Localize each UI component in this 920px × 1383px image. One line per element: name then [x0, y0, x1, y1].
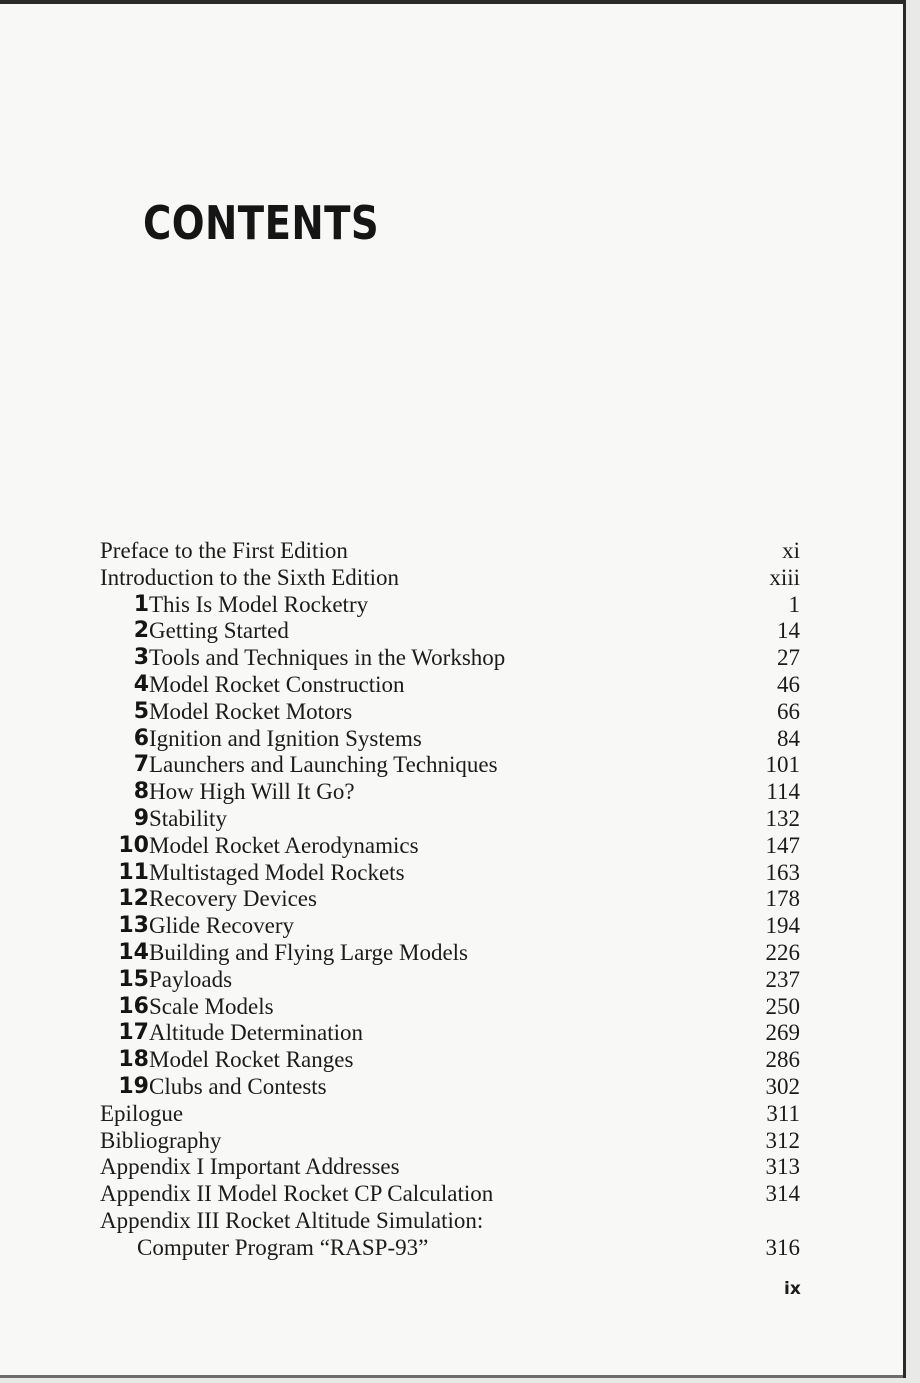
toc-chapter-entry	[100, 699, 804, 726]
toc-entry	[100, 565, 804, 592]
toc-page-number: 101	[765, 752, 800, 778]
chapter-number: 19	[118, 1073, 149, 1099]
toc-page-number: 311	[766, 1100, 800, 1126]
toc-chapter-entry	[100, 860, 804, 887]
chapter-title: Model Rocket Ranges	[149, 1047, 354, 1073]
toc-chapter-entry	[100, 940, 804, 967]
toc-entry	[100, 1208, 804, 1262]
toc-page-number: 84	[777, 725, 800, 751]
chapter-title: Getting Started	[149, 618, 289, 644]
toc-chapter-entry	[100, 806, 804, 833]
chapter-number: 9	[133, 805, 149, 831]
chapter-title: Launchers and Launching Techniques	[149, 752, 498, 778]
chapter-title: Stability	[149, 805, 227, 831]
toc-chapter-entry	[100, 1074, 804, 1101]
toc-page-number: 316	[765, 1234, 800, 1260]
toc-page-number: 269	[765, 1020, 800, 1046]
toc-entry	[100, 538, 804, 565]
toc-chapter-entry	[100, 1020, 804, 1047]
chapter-title: Model Rocket Construction	[149, 671, 405, 697]
toc-entry	[100, 1128, 804, 1155]
toc-chapter-entry	[100, 592, 804, 619]
toc-entry	[100, 1101, 804, 1128]
toc-entry-title: Bibliography	[100, 1127, 222, 1153]
toc-page-number: 114	[766, 779, 800, 805]
chapter-number: 2	[133, 618, 149, 644]
chapter-title: Building and Flying Large Models	[149, 939, 469, 965]
toc-chapter-entry	[100, 1047, 804, 1074]
toc-entry-title: Appendix III Rocket Altitude Simulation:	[100, 1207, 484, 1233]
page-folio: ix	[784, 1279, 801, 1299]
toc-page-number: 250	[765, 993, 800, 1019]
chapter-title: Glide Recovery	[149, 913, 294, 939]
toc-page-number: 312	[765, 1127, 800, 1153]
toc-chapter-entry	[100, 672, 804, 699]
chapter-number: 11	[118, 859, 149, 885]
chapter-number: 12	[118, 886, 149, 912]
toc-entry-subtitle: Computer Program “RASP-93”	[137, 1234, 429, 1260]
chapter-number: 6	[133, 725, 149, 751]
toc-chapter-entry	[100, 994, 804, 1021]
toc-page-number: 163	[765, 859, 800, 885]
toc-chapter-entry	[100, 618, 804, 645]
chapter-number: 16	[118, 993, 149, 1019]
chapter-number: 3	[133, 645, 149, 671]
chapter-title: Recovery Devices	[149, 886, 317, 912]
toc-page-number: 302	[765, 1073, 800, 1099]
chapter-number: 4	[133, 671, 149, 697]
toc-entry	[100, 1181, 804, 1208]
toc-chapter-entry	[100, 779, 804, 806]
chapter-number: 18	[118, 1047, 149, 1073]
toc-page-number: 226	[765, 939, 800, 965]
toc-entry-title: Appendix I Important Addresses	[100, 1154, 400, 1180]
toc-entry-title: Appendix II Model Rocket CP Calculation	[100, 1181, 494, 1207]
chapter-number: 1	[133, 591, 149, 617]
toc-page-number: xi	[782, 538, 800, 563]
chapter-number: 17	[118, 1020, 149, 1046]
chapter-number: 13	[118, 913, 149, 939]
toc-page-number: 314	[765, 1181, 800, 1207]
chapter-number: 15	[118, 966, 149, 992]
chapter-title: Ignition and Ignition Systems	[149, 725, 422, 751]
page-title: CONTENTS	[143, 196, 380, 250]
toc-chapter-entry	[100, 645, 804, 672]
toc-chapter-entry	[100, 886, 804, 913]
toc-chapter-entry	[100, 726, 804, 753]
toc-page-number: xiii	[769, 564, 800, 590]
chapter-number: 7	[133, 752, 149, 778]
toc-chapter-entry	[100, 967, 804, 994]
toc-page-number: 286	[765, 1047, 800, 1073]
chapter-title: Model Rocket Aerodynamics	[149, 832, 419, 858]
chapter-title: Clubs and Contests	[149, 1073, 327, 1099]
toc-page-number: 313	[765, 1154, 800, 1180]
toc-page-number: 194	[765, 913, 800, 939]
toc-entry-title: Epilogue	[100, 1100, 184, 1126]
toc-entry	[100, 1154, 804, 1181]
chapter-title: Multistaged Model Rockets	[149, 859, 405, 885]
chapter-number: 5	[133, 698, 149, 724]
toc-entry-title: Preface to the First Edition	[100, 538, 348, 563]
table-of-contents	[100, 538, 804, 1262]
toc-page-number: 178	[765, 886, 800, 912]
toc-page-number: 27	[777, 645, 800, 671]
toc-chapter-entry	[100, 833, 804, 860]
toc-chapter-entry	[100, 913, 804, 940]
chapter-title: Scale Models	[149, 993, 274, 1019]
toc-page-number: 46	[777, 671, 800, 697]
chapter-number: 8	[133, 779, 149, 805]
chapter-title: Altitude Determination	[149, 1020, 363, 1046]
toc-page-number: 66	[777, 698, 800, 724]
toc-page-number: 237	[765, 966, 800, 992]
chapter-title: Model Rocket Motors	[149, 698, 353, 724]
toc-page-number: 14	[777, 618, 800, 644]
toc-entry-title: Introduction to the Sixth Edition	[100, 564, 399, 590]
chapter-title: Tools and Techniques in the Workshop	[149, 645, 506, 671]
chapter-title: Payloads	[149, 966, 233, 992]
chapter-title: How High Will It Go?	[149, 779, 355, 805]
toc-page-number: 1	[788, 591, 800, 617]
toc-page-number: 132	[765, 805, 800, 831]
toc-chapter-entry	[100, 752, 804, 779]
toc-page-number: 147	[765, 832, 800, 858]
chapter-title: This Is Model Rocketry	[149, 591, 369, 617]
chapter-number: 14	[118, 939, 149, 965]
chapter-number: 10	[118, 832, 149, 858]
